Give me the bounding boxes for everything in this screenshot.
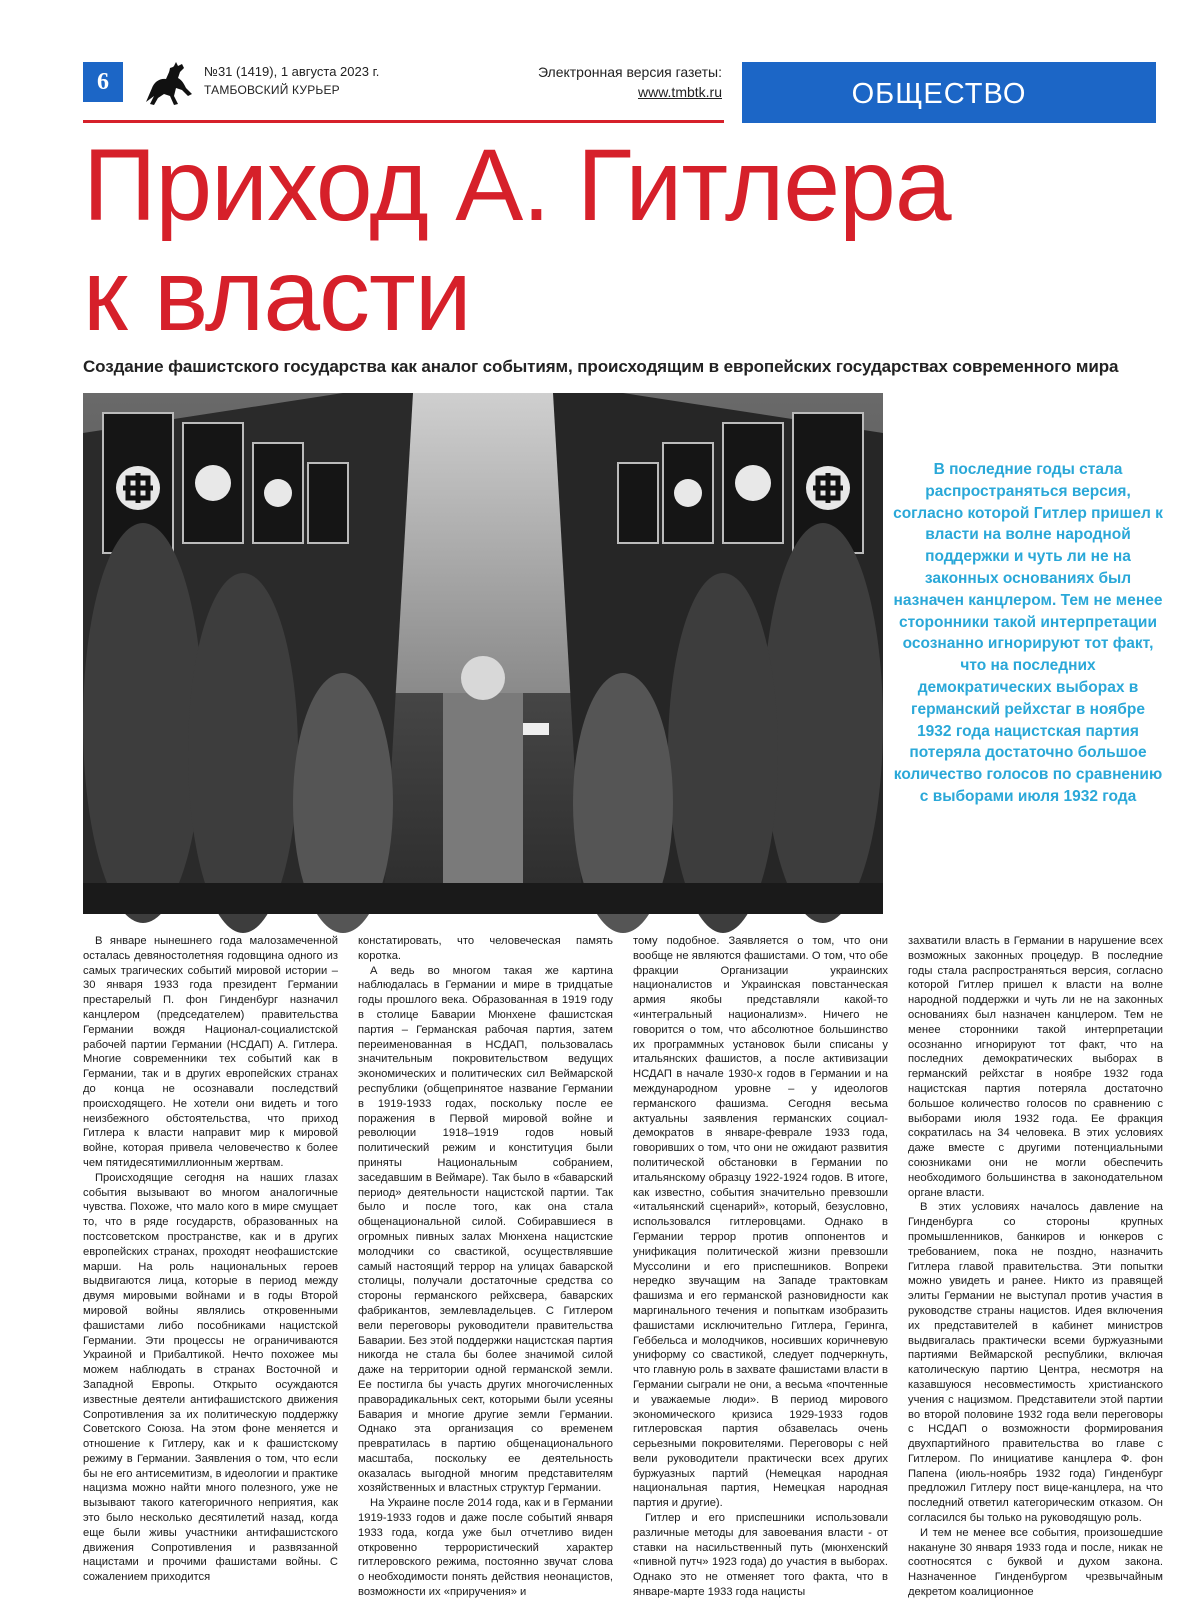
- title-line-2: к власти: [83, 238, 471, 352]
- paragraph: В январе нынешнего года малозамеченной осталась девяностолетняя годовщина одного из самых трагических событий мировой истории – 30 января 1933 года президент Германии престарелый П. фон Гинденбург назначил канцлером (председателем) правительства Германии вождя Национал-социалистской рабочей партии Германии (НСДАП) А. Гитлера. Многие современники тех событий как в Германии, так и в других европейских странах до конца не осознавали последствий происходящего. Не хотели они видеть и того неизбежного обстоятельства, что приход Гитлера к власти направит мир к мировой войне, которая привела человечество к более чем пятидесятимиллионным жертвам.: [83, 935, 338, 1169]
- title-line-1: Приход А. Гитлера: [83, 128, 951, 242]
- article-title: [83, 130, 1083, 350]
- issue-info: [204, 62, 379, 100]
- paragraph: тому подобное. Заявляется о том, что они вообще не являются фашистами. О том, что обе фракции Организации украинских националистов и Украинская повстанческая армия якобы представляли какой-то «интегральный национализм». Ничего не говорится о том, что абсолютное большинство их программных установок были списаны у итальянских фашистов, а после активизации НСДАП в начале 1930-х годов в Германии и на международном уровне – у идеологов германского фашизма. Сегодня весьма актуальны заявления германских социал-демократов в январе-феврале 1933 года, говоривших о том, что они не ожидают развития политической обстановки в Германии по итальянскому образцу 1922-1924 годов. В итоге, как известно, события значительно превзошли «итальянский сценарий», который, безусловно, использовался гитлеровцами. Однако в Германии террор против оппонентов и унификация политической жизни превзошли Муссолини и его приспешников. Вопреки нередко звучащим на Западе трактовкам фашизма и его германской разновидности как маргинального течения и попыткам изобразить фашистами исключительно Гитлера, Геринга, Геббельса и молодчиков, носивших коричневую униформу со свастикой, следует подчеркнуть, что главную роль в захвате фашистами власти в Германии сыграли не они, а весьма «почтенные и уважаемые люди». В период мирового экономического кризиса 1929-1933 годов гитлеровская партия обзавелась очень серьезными покровителями. Переговоры с ней вели руководители практически всех других буржуазных партий (Немецкая народная национальная партия, Немецкая народная партия и другие).: [633, 935, 888, 1510]
- article-body: [83, 934, 1163, 1599]
- issue-number: №31 (1419), 1 августа 2023 г.: [204, 64, 380, 79]
- rally-photo-illustration: [83, 393, 883, 914]
- horse-rider-icon: [140, 58, 194, 108]
- eversion-label: Электронная версия газеты:: [537, 64, 722, 80]
- paragraph: В этих условиях началось давление на Гинденбурга со стороны крупных промышленников, банкиров и юнкеров с требованием, пока не поздно, назначить Гитлера главой правительства. Эти попытки можно увидеть и ранее. Никто из правящей элиты Германии не выступал против участия в руководстве страны нацистов. Идея включения их представителей в кабинет министров выдвигалась практически всеми буржуазными партиями Веймарской республики, включая католическую партию Центра, несмотря на казавшуюся несовместимость христианского учения с нацизмом. Представители этой партии во второй половине 1932 года вели переговоры с НСДАП о возможности формирования двухпартийного правительства во главе с Гитлером. По инициативе канцлера Ф. фон Папена (июль-ноябрь 1932 года) Гинденбург предложил Гитлеру пост вице-канцлера, на что последний ответил категорическим отказом. Он согласился бы только на руководящую роль.: [908, 1201, 1163, 1525]
- paragraph: На Украине после 2014 года, как и в Германии 1919-1933 годов и даже после событий января 1933 года, когда уже был отчетливо виден откровенно террористический характер гитлеровского режима, постоянно звучат слова о необходимости понять действия неонацистов, возможности их «приручения» и: [358, 1497, 613, 1599]
- column-2: [358, 934, 613, 1599]
- column-1: [83, 934, 338, 1584]
- paragraph: захватили власть в Германии в нарушение всех возможных законных процедур. В последние годы стала распространяться версия, согласно которой Гитлер пришел к власти на волне народной поддержки и чуть ли не на законных основаниях был назначен канцлером. Тем не менее сторонники такой интерпретации осознанно игнорируют тот факт, что на последних демократических выборах в германский рейхстаг в ноябре 1932 года нацистская партия потеряла достаточно большое количество голосов по сравнению с выборами июля 1932 года. Ее фракция сократилась на 34 человека. В этих условиях даже вместе с другими потенциальными союзниками они не могли обеспечить необходимого большинства в законодательном органе власти.: [908, 935, 1163, 1199]
- paragraph: констатировать, что человеческая память коротка.: [358, 935, 613, 962]
- paragraph: Происходящие сегодня на наших глазах события вызывают во многом аналогичные чувства. Похоже, что мало кого в мире смущает то, что в ряде государств, образованных на постсоветском пространстве, как и в других европейских странах, проходят неофашистские марши. На роль национальных героев выдвигаются лица, которые в период между двумя мировыми войнами и в годы Второй мировой войны являлись откровенными фашистами либо пособниками нацистской Германии. Эти процессы не ограничиваются Украиной и Прибалтикой. Нечто похожее мы можем наблюдать в странах Восточной и Западной Европы. Открыто осуждаются известные деятели антифашистского движения Сопротивления за их политическую поддержку Советского Союза. На этом фоне меняется и отношение к Гитлеру, как и к фашистскому режиму в Германии. Заявления о том, что если бы не его антисемитизм, в идеологии и практике нацизма можно найти много полезного, уже не вызывают такого категоричного неприятия, как это было несколько десятилетий назад, когда еще были живы участники антифашистского движения Сопротивления и развязанной нацистами и прочими фашистами войны. С сожалением приходится: [83, 1171, 338, 1584]
- electronic-version: [538, 62, 722, 102]
- paragraph: И тем не менее все события, произошедшие накануне 30 января 1933 года и после, никак не соотносятся с буквой и духом закона. Назначенное Гинденбургом чрезвычайным декретом коалиционное: [908, 1526, 1163, 1599]
- paper-name: ТАМБОВСКИЙ КУРЬЕР: [204, 83, 340, 97]
- header-divider: [83, 120, 724, 123]
- column-3: [633, 934, 888, 1599]
- paragraph: Гитлер и его приспешники использовали различные методы для завоевания власти - от ставки на насильственный путь (мюнхенский «пивной путч» 1923 года) до участия в выборах. Однако это не отменяет того факта, что в январе-марте 1933 года нацисты: [633, 1512, 888, 1599]
- article-subtitle: Создание фашистского государства как аналог событиям, происходящим в европейских государствах современного мира: [83, 357, 1119, 376]
- site-link[interactable]: www.tmbtk.ru: [637, 84, 722, 100]
- pull-quote: В последние годы стала распространяться версия, согласно которой Гитлер пришел к власти на волне народной поддержки и чуть ли не на законных основаниях был назначен канцлером. Тем не менее сторонники такой интерпретации осознанно игнорируют тот факт, что на последних демократических выборах в германский рейхстаг в ноябре 1932 года нацистская партия потеряла достаточно большое количество голосов по сравнению с выборами июля 1932 года: [893, 461, 1163, 805]
- column-4: [908, 934, 1163, 1599]
- rally-photo: [83, 393, 883, 914]
- paragraph: А ведь во многом такая же картина наблюдалась в Германии и мире в тридцатые годы прошлого века. Образованная в 1919 году в столице Баварии Мюнхене фашистская партия – Германская рабочая партия, затем переименованная в НСДАП, пользовалась значительным покровительством ведущих экономических и политических сил Веймарской республики (общепринятое название Германии в 1919-1933 годах, поскольку после ее поражения в Первой мировой войне и революции 1918–1919 годов новый политический режим и конституция были приняты Национальным собранием, заседавшим в Веймаре). Так было в «баварский период» деятельности нацистской партии. Так было и после того, как она стала общенациональной силой. Собиравшиеся в огромных пивных залах Мюнхена нацистские молодчики со свастикой, осуществлявшие самый настоящий террор на улицах баварской столицы, получали достаточные средства со стороны германского рейхсвера, баварских фабрикантов, землевладельцев. С Гитлером вели переговоры руководители правительства Баварии. Без этой поддержки нацистская партия никогда не стала бы более значимой силой даже на территории одной германской земли. Ее постигла бы участь других многочисленных праворадикальных сект, которыми были усеяны Бавария и многие другие земли Германии. Однако эта организация со временем превратилась в партию общенационального масштаба, поскольку ее деятельность оказалась выгодной многим представителям хозяйственных и властных структур Германии.: [358, 964, 613, 1495]
- page-number: 6: [83, 62, 123, 102]
- section-label: ОБЩЕСТВО: [742, 62, 1156, 123]
